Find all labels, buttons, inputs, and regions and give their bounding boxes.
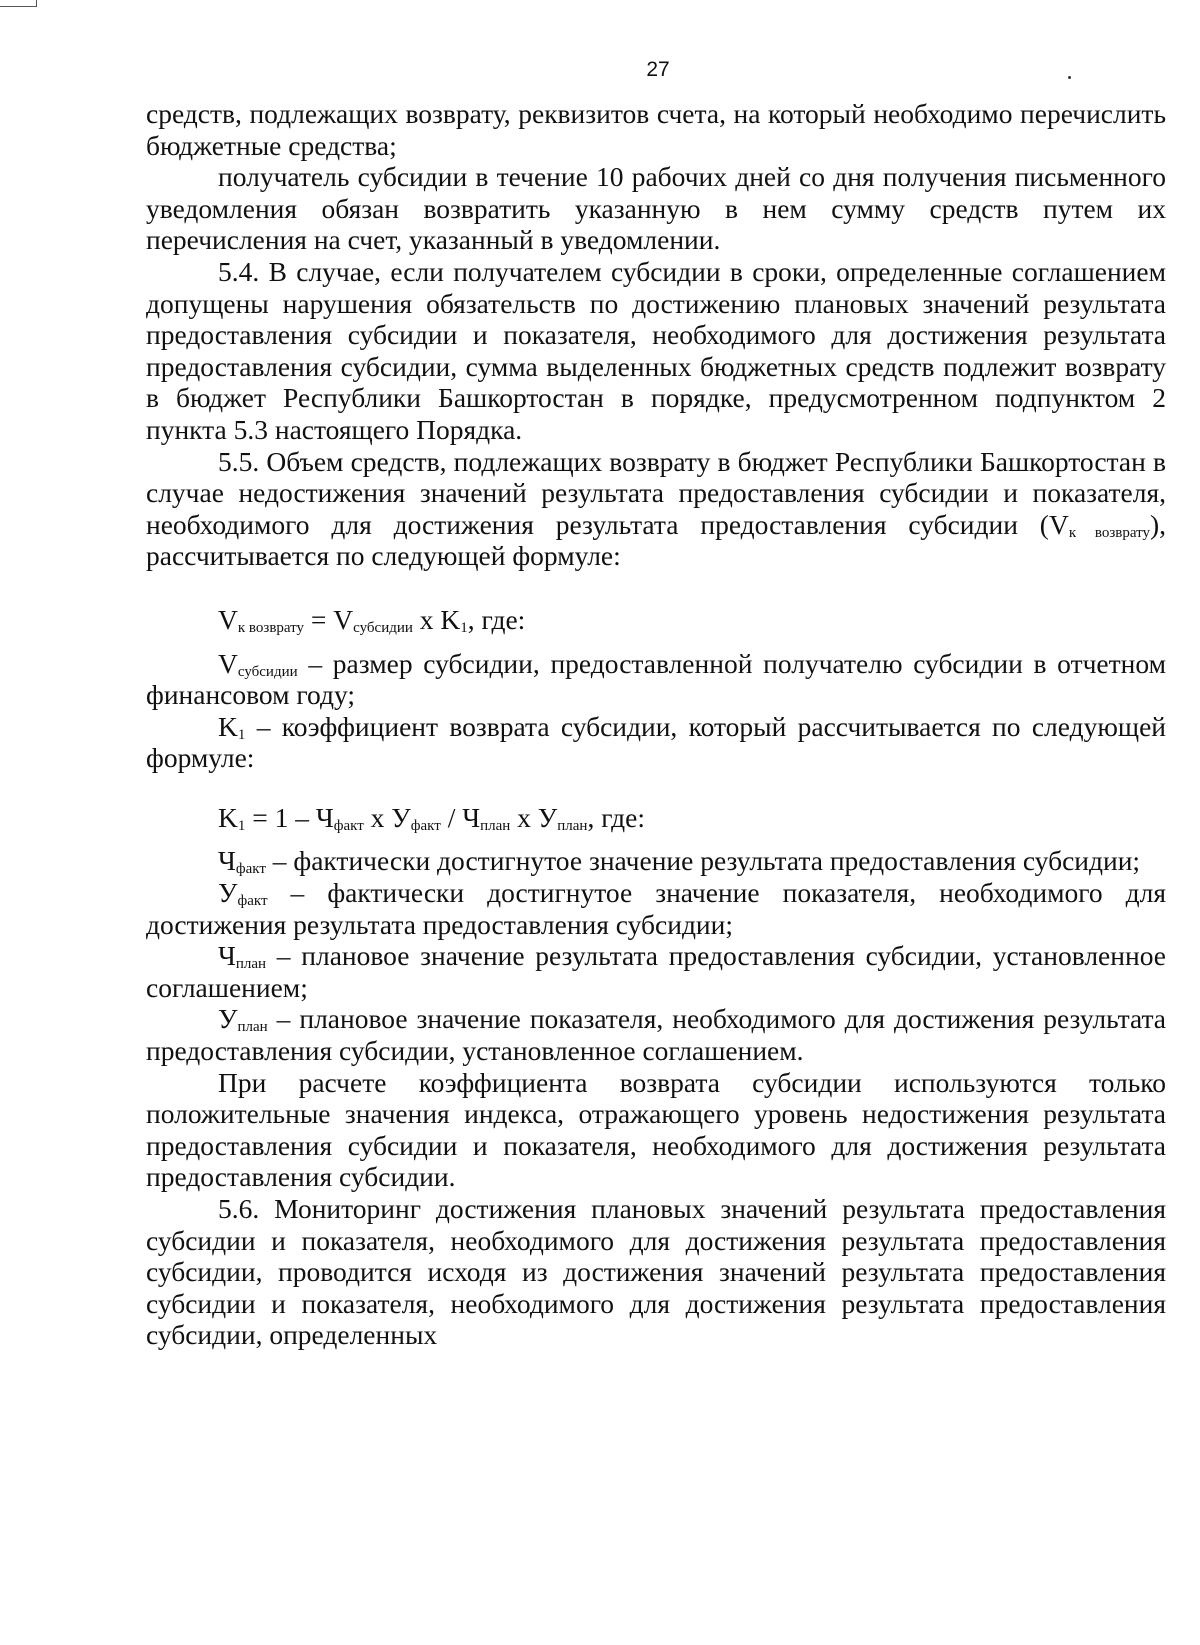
- definition-text: – коэффициент возврата субсидии, который рассчитывается по следующей формуле:: [146, 710, 1166, 774]
- definition-ch-fact: [146, 845, 1166, 877]
- definition-u-fact: [146, 877, 1166, 940]
- formula-tail: , где:: [587, 801, 645, 833]
- formula-subscript: 1: [460, 619, 468, 636]
- definition-text: – фактически достигнутое значение результата предоставления субсидии;: [265, 845, 1141, 877]
- definition-symbol: V: [218, 647, 238, 679]
- definition-symbol: У: [218, 1003, 238, 1035]
- formula-tail: , где:: [467, 603, 526, 635]
- formula-subscript: план: [557, 817, 588, 834]
- definition-symbol: Ч: [218, 940, 236, 972]
- scan-speck: [1068, 76, 1071, 79]
- formula-subscript: субсидии: [353, 619, 413, 636]
- definition-symbol: Ч: [218, 845, 236, 877]
- definition-symbol: K: [218, 710, 238, 742]
- definition-subscript: план: [235, 956, 267, 973]
- paragraph-5-5-tail: ), рассчитывается по следующей формуле:: [146, 508, 1167, 572]
- definition-subscript: факт: [237, 893, 268, 910]
- paragraph-continuation: средств, подлежащих возврату, реквизитов счета, на который необходимо перечислить бюджетные средства;: [146, 98, 1166, 161]
- definition-k1: [146, 711, 1166, 774]
- definition-text: – плановое значение показателя, необходимого для достижения результата предоставления субсидии, установленное соглашением.: [146, 1003, 1166, 1067]
- definition-text: – размер субсидии, предоставленной получателю субсидии в отчетном финансовом году;: [146, 647, 1166, 711]
- formula-return-coefficient: [146, 802, 1166, 834]
- definition-symbol: У: [218, 877, 238, 909]
- formula-subscript: факт: [410, 817, 441, 834]
- definition-v-subsidy: [146, 648, 1166, 711]
- page-number: 27: [646, 58, 670, 81]
- definition-text: – плановое значение результата предоставления субсидии, установленное соглашением;: [146, 940, 1166, 1003]
- scan-corner-mark: [0, 0, 37, 7]
- paragraph-5-4: 5.4. В случае, если получателем субсидии в сроки, определенные соглашением допущены нарушения обязательств по достижению плановых значений результата предоставления субсидии и показателя, необходимого для достижения результата предоставления субсидии, сумма выделенных бюджетных средств подлежит возврату в бюджет Республики Башкортостан в порядке, предусмотренном подпунктом 2 пункта 5.3 настоящего Порядка.: [146, 255, 1166, 445]
- paragraph-5-5-text: 5.5. Объем средств, подлежащих возврату в бюджет Республики Башкортостан в случае недостижения значений результата предоставления субсидии и показателя, необходимого для достижения результата предоставления субсидии (V: [146, 445, 1166, 540]
- document-body: [146, 98, 1166, 1351]
- definition-subscript: факт: [235, 861, 266, 878]
- formula-operator: = V: [304, 603, 354, 635]
- definition-text: – фактически достигнутое значение показателя, необходимого для достижения результата предоставления субсидии;: [146, 877, 1166, 940]
- formula-operator: = 1 – Ч: [245, 801, 334, 833]
- paragraph-positive-values: При расчете коэффициента возврата субсидии используются только положительные значения индекса, отражающего уровень недостижения результата предоставления субсидии и показателя, необходимого для достижения результата предоставления субсидии.: [146, 1066, 1166, 1193]
- formula-operator: x У: [510, 801, 558, 833]
- formula-operator: / Ч: [440, 801, 481, 833]
- formula-subscript: к возврату: [237, 619, 305, 636]
- definition-u-plan: [146, 1003, 1166, 1066]
- paragraph-return-deadline: получатель субсидии в течение 10 рабочих дней со дня получения письменного уведомления обязан возвратить указанную в нем сумму средств путем их перечисления на счет, указанный в уведомлении.: [146, 161, 1166, 256]
- formula-operator: x K: [412, 603, 461, 635]
- formula-subscript: факт: [333, 817, 364, 834]
- definition-subscript: субсидии: [237, 663, 298, 680]
- formula-symbol: K: [218, 801, 238, 833]
- definition-ch-plan: [146, 940, 1166, 1003]
- formula-symbol: V: [218, 603, 238, 635]
- formula-return-amount: [146, 604, 1166, 636]
- definition-subscript: 1: [237, 726, 246, 743]
- paragraph-5-5-subscript: к возврату: [1068, 524, 1150, 541]
- paragraph-5-6: 5.6. Мониторинг достижения плановых значений результата предоставления субсидии и показателя, необходимого для достижения результата предоставления субсидии, проводится исходя из достижения значений результата предоставления субсидии и показателя, необходимого для достижения результата предоставления субсидии, определенных: [146, 1193, 1166, 1351]
- formula-subscript: план: [480, 817, 511, 834]
- definition-subscript: план: [237, 1019, 268, 1036]
- formula-operator: x У: [363, 801, 411, 833]
- paragraph-5-5: [146, 446, 1166, 572]
- formula-subscript: 1: [237, 817, 246, 834]
